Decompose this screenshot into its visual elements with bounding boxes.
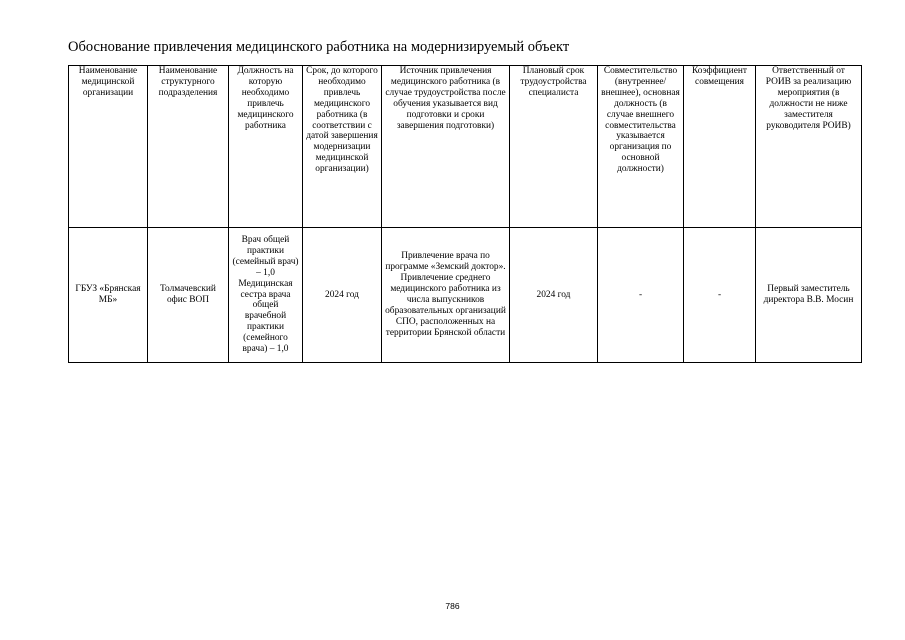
table-row [69, 228, 862, 363]
header-responsible: Ответственный от РОИВ за реализацию мероприятия (в должности не ниже заместителя руководителя РОИВ) [756, 66, 862, 228]
cell-part-time: - [598, 228, 684, 363]
cell-coefficient: - [684, 228, 756, 363]
header-deadline: Срок, до которого необходимо привлечь медицинского работника (в соответствии с датой завершения модернизации медицинской организации) [303, 66, 382, 228]
header-organization: Наименование медицинской организации [69, 66, 148, 228]
header-subdivision: Наименование структурного подразделения [148, 66, 229, 228]
header-row [69, 66, 862, 228]
header-part-time: Совместительство (внутреннее/внешнее), основная должность (в случае внешнего совместительства указывается организация по основной должности) [598, 66, 684, 228]
cell-deadline: 2024 год [303, 228, 382, 363]
cell-subdivision: Толмачевский офис ВОП [148, 228, 229, 363]
cell-planned-term: 2024 год [510, 228, 598, 363]
header-planned-term: Плановый срок трудоустройства специалиста [510, 66, 598, 228]
table-body [69, 228, 862, 363]
cell-position: Врач общей практики (семейный врач) – 1,0 Медицинская сестра врача общей врачебной практики (семейного врача) – 1,0 [229, 228, 303, 363]
page-number: 786 [445, 601, 460, 611]
table-header [69, 66, 862, 228]
header-position: Должность на которую необходимо привлечь медицинского работника [229, 66, 303, 228]
header-coefficient: Коэффициент совмещения [684, 66, 756, 228]
cell-source: Привлечение врача по программе «Земский доктор». Привлечение среднего медицинского работника из числа выпускников образовательных организаций СПО, расположенных на территории Брянской области [382, 228, 510, 363]
header-source: Источник привлечения медицинского работника (в случае трудоустройства после обучения указывается вид подготовки и сроки завершения подготовки) [382, 66, 510, 228]
cell-organization: ГБУЗ «Брянская МБ» [69, 228, 148, 363]
page-title: Обоснование привлечения медицинского работника на модернизируемый объект [68, 39, 570, 55]
cell-responsible: Первый заместитель директора В.В. Мосин [756, 228, 862, 363]
justification-table [68, 65, 862, 363]
